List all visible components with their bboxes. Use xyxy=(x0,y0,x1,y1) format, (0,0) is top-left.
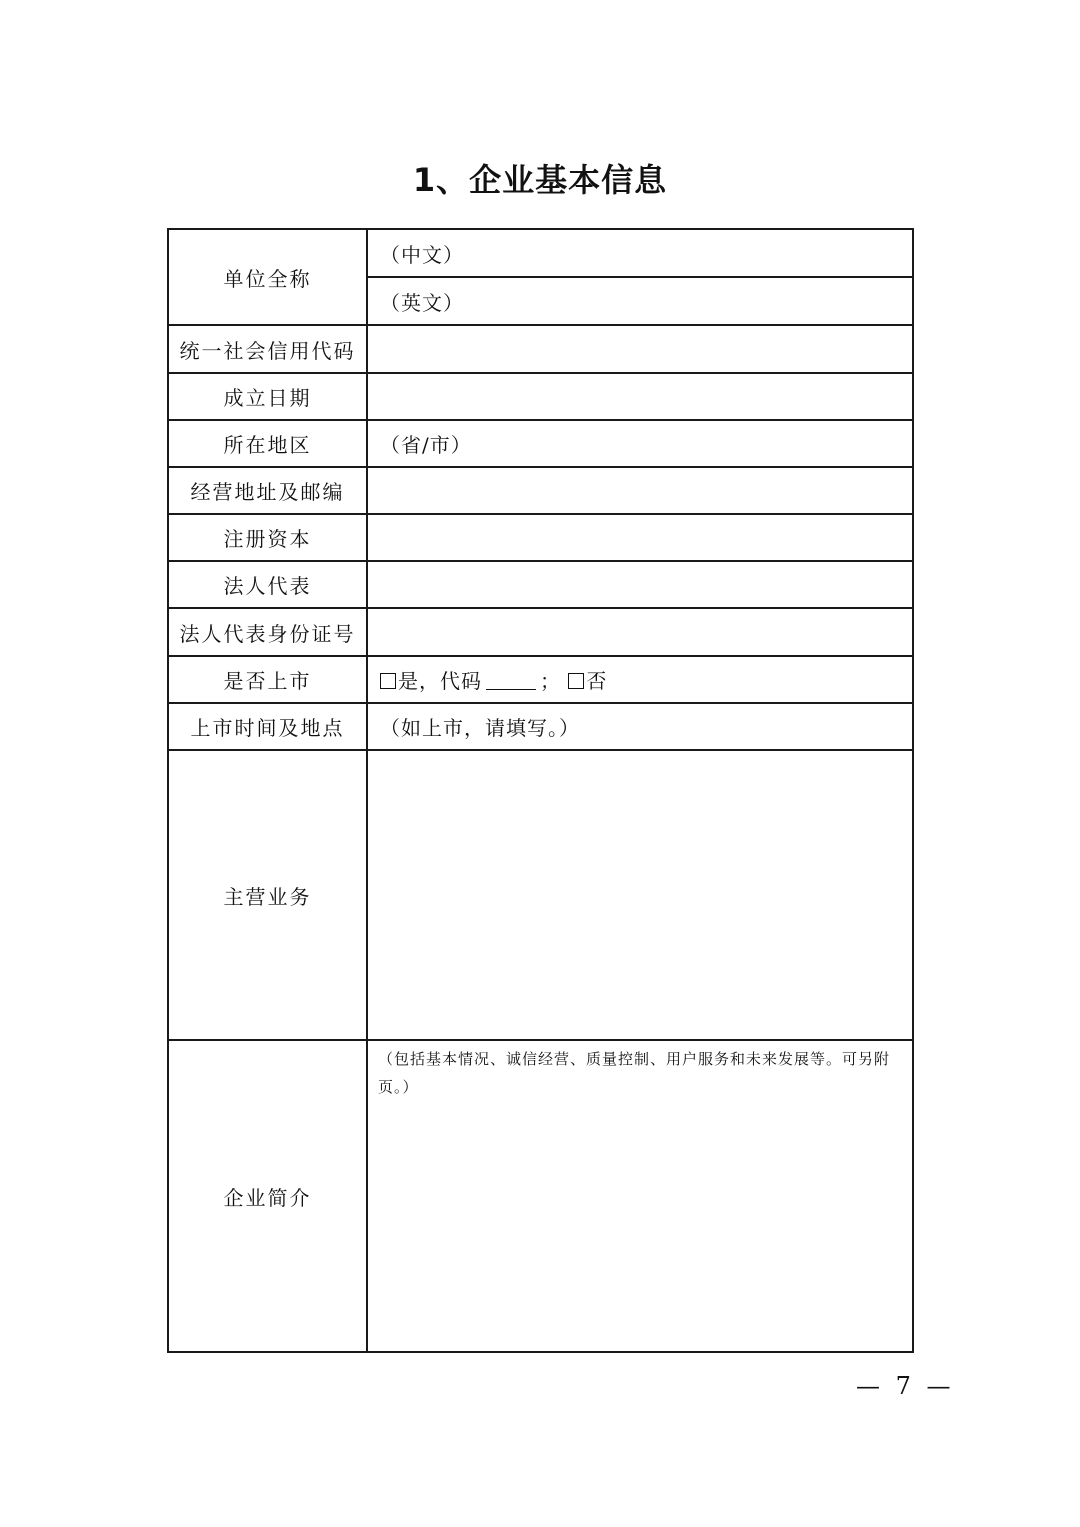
profile-field[interactable]: （包括基本情况、诚信经营、质量控制、用户服务和未来发展等。可另附页。） xyxy=(367,1040,913,1352)
listed-yes-label: 是，代码 xyxy=(398,669,482,693)
unit-name-english-field[interactable]: （英文） xyxy=(367,277,913,325)
legal-rep-field[interactable] xyxy=(367,561,913,608)
profile-label: 企业简介 xyxy=(168,1040,367,1352)
legal-rep-id-label: 法人代表身份证号 xyxy=(168,608,367,656)
unit-name-chinese-field[interactable]: （中文） xyxy=(367,229,913,277)
enterprise-info-form xyxy=(167,228,914,1353)
legal-rep-id-field[interactable] xyxy=(367,608,913,656)
stock-code-blank[interactable] xyxy=(486,671,536,690)
listed-no-label: 否 xyxy=(586,669,608,693)
listed-no-checkbox[interactable] xyxy=(568,673,584,689)
region-field[interactable]: （省/市） xyxy=(367,420,913,467)
credit-code-label: 统一社会信用代码 xyxy=(168,325,367,373)
capital-label: 注册资本 xyxy=(168,514,367,561)
credit-code-field[interactable] xyxy=(367,325,913,373)
listed-options xyxy=(367,656,913,703)
listed-separator: ； xyxy=(540,669,561,693)
main-business-label: 主营业务 xyxy=(168,750,367,1040)
established-date-label: 成立日期 xyxy=(168,373,367,420)
listing-info-field[interactable]: （如上市，请填写。） xyxy=(367,703,913,750)
main-business-field[interactable] xyxy=(367,750,913,1040)
page-title: 1、企业基本信息 xyxy=(412,161,668,199)
address-label: 经营地址及邮编 xyxy=(168,467,367,514)
legal-rep-label: 法人代表 xyxy=(168,561,367,608)
page-number: — 7 — xyxy=(856,1372,955,1400)
address-field[interactable] xyxy=(367,467,913,514)
region-label: 所在地区 xyxy=(168,420,367,467)
listed-yes-checkbox[interactable] xyxy=(380,673,396,689)
unit-name-label: 单位全称 xyxy=(168,229,367,325)
listing-info-label: 上市时间及地点 xyxy=(168,703,367,750)
listed-label: 是否上市 xyxy=(168,656,367,703)
established-date-field[interactable] xyxy=(367,373,913,420)
capital-field[interactable] xyxy=(367,514,913,561)
